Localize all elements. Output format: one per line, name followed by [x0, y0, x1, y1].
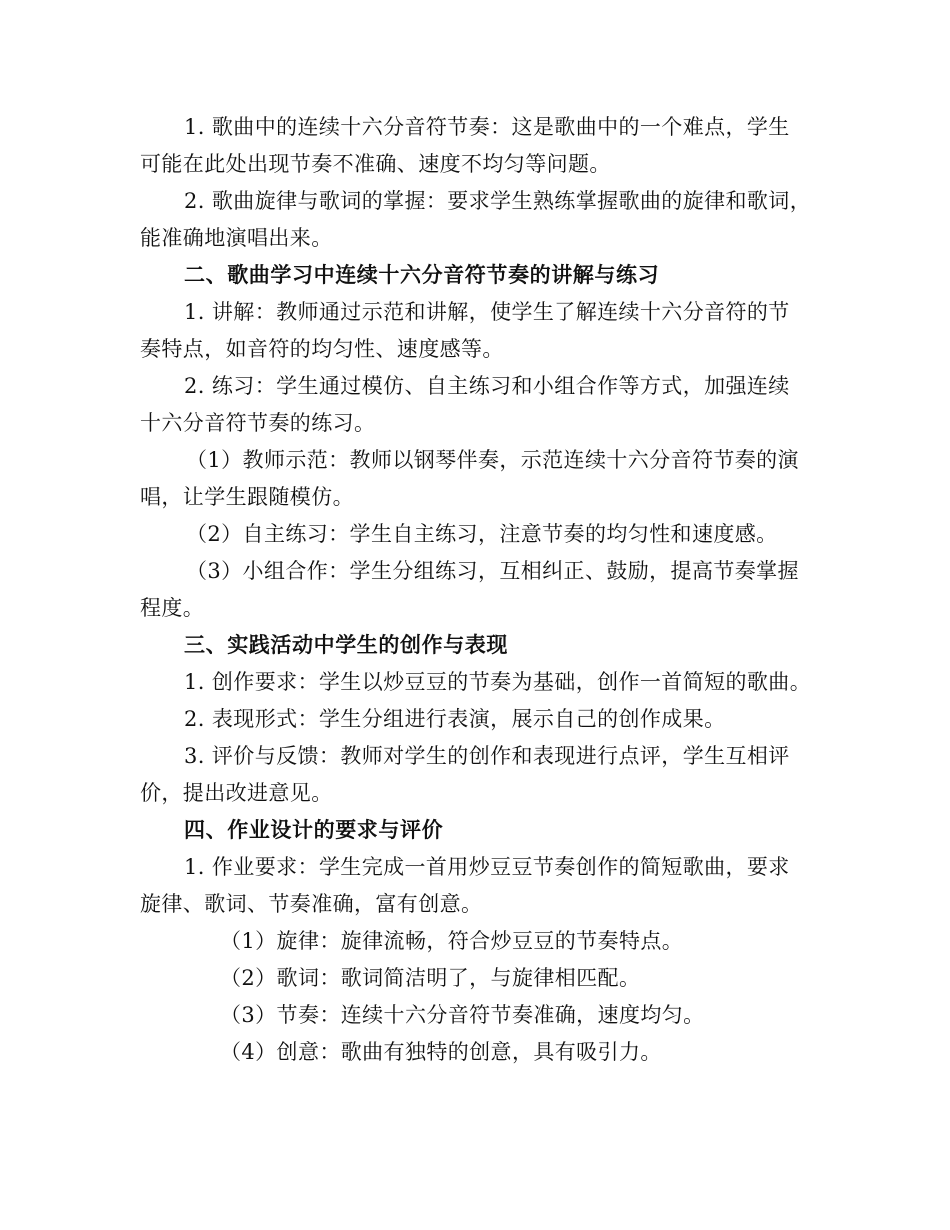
sub-item-line: （2）歌词：歌词简洁明了，与旋律相匹配。 — [220, 966, 641, 990]
sub-item-line: （1）旋律：旋律流畅，符合炒豆豆的节奏特点。 — [220, 929, 684, 953]
paragraph-line: 2. 歌曲旋律与歌词的掌握：要求学生熟练掌握歌曲的旋律和歌词， — [184, 189, 812, 213]
paragraph-line: 旋律、歌词、节奏准确，富有创意。 — [140, 892, 483, 916]
paragraph-line: 3. 评价与反馈：教师对学生的创作和表现进行点评，学生互相评 — [184, 744, 790, 768]
paragraph-line: 奏特点，如音符的均匀性、速度感等。 — [140, 337, 504, 361]
paragraph-line: 1. 讲解：教师通过示范和讲解，使学生了解连续十六分音符的节 — [184, 300, 790, 324]
paragraph-line: 1. 创作要求：学生以炒豆豆的节奏为基础，创作一首简短的歌曲。 — [184, 670, 812, 694]
section-heading: 四、作业设计的要求与评价 — [184, 818, 444, 842]
sub-item-line: （2）自主练习：学生自主练习，注意节奏的均匀性和速度感。 — [186, 522, 778, 546]
sub-item-line: （3）小组合作：学生分组练习，互相纠正、鼓励，提高节奏掌握 — [186, 559, 799, 583]
paragraph-line: 2. 练习：学生通过模仿、自主练习和小组合作等方式，加强连续 — [184, 374, 790, 398]
paragraph-line: 价，提出改进意见。 — [140, 781, 333, 805]
sub-item-line: （1）教师示范：教师以钢琴伴奏，示范连续十六分音符节奏的演 — [186, 448, 799, 472]
paragraph-line: 可能在此处出现节奏不准确、速度不均匀等问题。 — [140, 152, 611, 176]
paragraph-line: 程度。 — [140, 596, 205, 620]
sub-item-line: （4）创意：歌曲有独特的创意，具有吸引力。 — [220, 1040, 662, 1064]
paragraph-line: 唱，让学生跟随模仿。 — [140, 485, 354, 509]
section-heading: 二、歌曲学习中连续十六分音符节奏的讲解与练习 — [184, 263, 660, 287]
paragraph-line: 2. 表现形式：学生分组进行表演，展示自己的创作成果。 — [184, 707, 726, 731]
paragraph-line: 十六分音符节奏的练习。 — [140, 411, 376, 435]
paragraph-line: 1. 歌曲中的连续十六分音符节奏：这是歌曲中的一个难点，学生 — [184, 115, 790, 139]
paragraph-line: 能准确地演唱出来。 — [140, 226, 333, 250]
section-heading: 三、实践活动中学生的创作与表现 — [184, 633, 508, 657]
sub-item-line: （3）节奏：连续十六分音符节奏准确，速度均匀。 — [220, 1003, 705, 1027]
paragraph-line: 1. 作业要求：学生完成一首用炒豆豆节奏创作的简短歌曲，要求 — [184, 855, 790, 879]
